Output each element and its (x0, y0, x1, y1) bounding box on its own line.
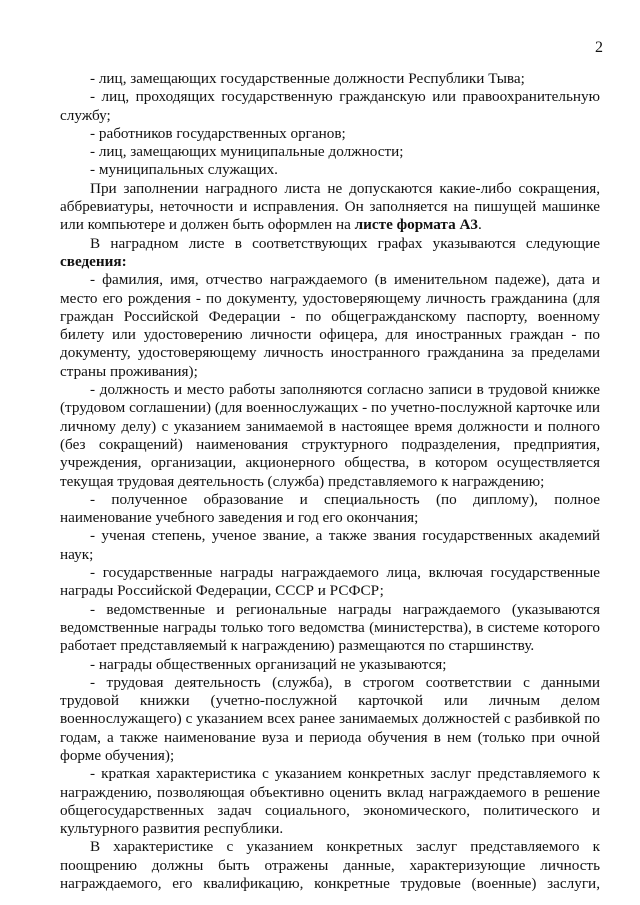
list-item-full-name: - фамилия, имя, отчество награждаемого (в именительном падеже), дата и место его рождения - по документу, удостоверяющему личность гражданина (для граждан Российской Федерации - по общегражданскому паспорту, военному билету или удостоверению личности офицера, для иностранных граждан - по документу, удостоверяющему личность иностранного гражданина за пределами страны проживания); (60, 271, 600, 380)
format-a3-bold: листе формата А3 (354, 216, 479, 234)
list-item-departmental-awards: - ведомственные и региональные награды награждаемого (указываются ведомственные награды только того ведомства (министерства), в системе которого работает представляемый к награждению) размещаются по старшинству. (60, 600, 600, 655)
list-item-state-employees: - работников государственных органов; (90, 124, 346, 142)
document-body (60, 70, 600, 893)
list-item-education: - полученное образование и специальность (по диплому), полное наименование учебного заведения и год его окончания; (60, 490, 600, 527)
info-bold: сведения: (60, 252, 127, 270)
list-item-characteristic: - краткая характеристика с указанием конкретных заслуг представляемого к награждению, позволяющая объективно оценить вклад награждаемого в решение общегосударственных задач социального, экономического, политического и культурного развития республики. (60, 765, 600, 838)
page-number: 2 (595, 39, 603, 56)
filling-rules-text: При заполнении наградного листа не допускаются какие-либо сокращения, аббревиатуры, неточности и исправления. Он заполняется на пишущей машинке или компьютере и должен быть оформлен на (60, 179, 600, 234)
list-item-academic-degree: - ученая степень, ученое звание, а также звания государственных академий наук; (60, 527, 600, 563)
list-item-work-history: - трудовая деятельность (служба), в строгом соответствии с данными трудовой книжки (учетно-послужной карточкой или личным делом военнослужащего) с указанием всех ранее занимаемых должностей с разбивкой по годам, а также наименование вуза и периода обучения в нем (только при очной форме обучения); (60, 673, 600, 764)
filling-rules-end: . (478, 216, 482, 234)
list-item-state-awards: - государственные награды награждаемого лица, включая государственные награды Российской Федерации, СССР и РСФСР; (60, 564, 600, 600)
list-item-municipal-positions: - лиц, замещающих муниципальные должности; (90, 143, 404, 161)
paragraph-info-intro (60, 235, 600, 272)
list-item-regional-officials: - лиц, замещающих государственные должности Республики Тыва; (90, 70, 525, 87)
list-item-position: - должность и место работы заполняются согласно записи в трудовой книжке (трудовом соглашении) (для военнослужащих - по учетно-послужной карточке или личному делу) с указанием занимаемой в настоящее время должности и полного (без сокращений) наименования структурного подразделения, предприятия, учреждения, организации, акционерного общества, в котором осуществляется текущая трудовая деятельность (служба) представляемого к награждению; (60, 381, 600, 490)
list-item-municipal-servants: - муниципальных служащих. (90, 161, 278, 179)
paragraph-filling-rules (60, 180, 600, 235)
list-item-public-awards: - награды общественных организаций не указываются; (90, 655, 447, 673)
info-intro-text: В наградном листе в соответствующих графах указываются следующие (90, 234, 600, 252)
paragraph-characteristic-details: В характеристике с указанием конкретных заслуг представляемого к поощрению должны быть отражены данные, характеризующие личность награждаемого, его квалификацию, конкретные трудовые (военные) заслуги, (60, 838, 600, 893)
list-item-civil-service: - лиц, проходящих государственную гражданскую или правоохранительную службу; (60, 88, 600, 124)
